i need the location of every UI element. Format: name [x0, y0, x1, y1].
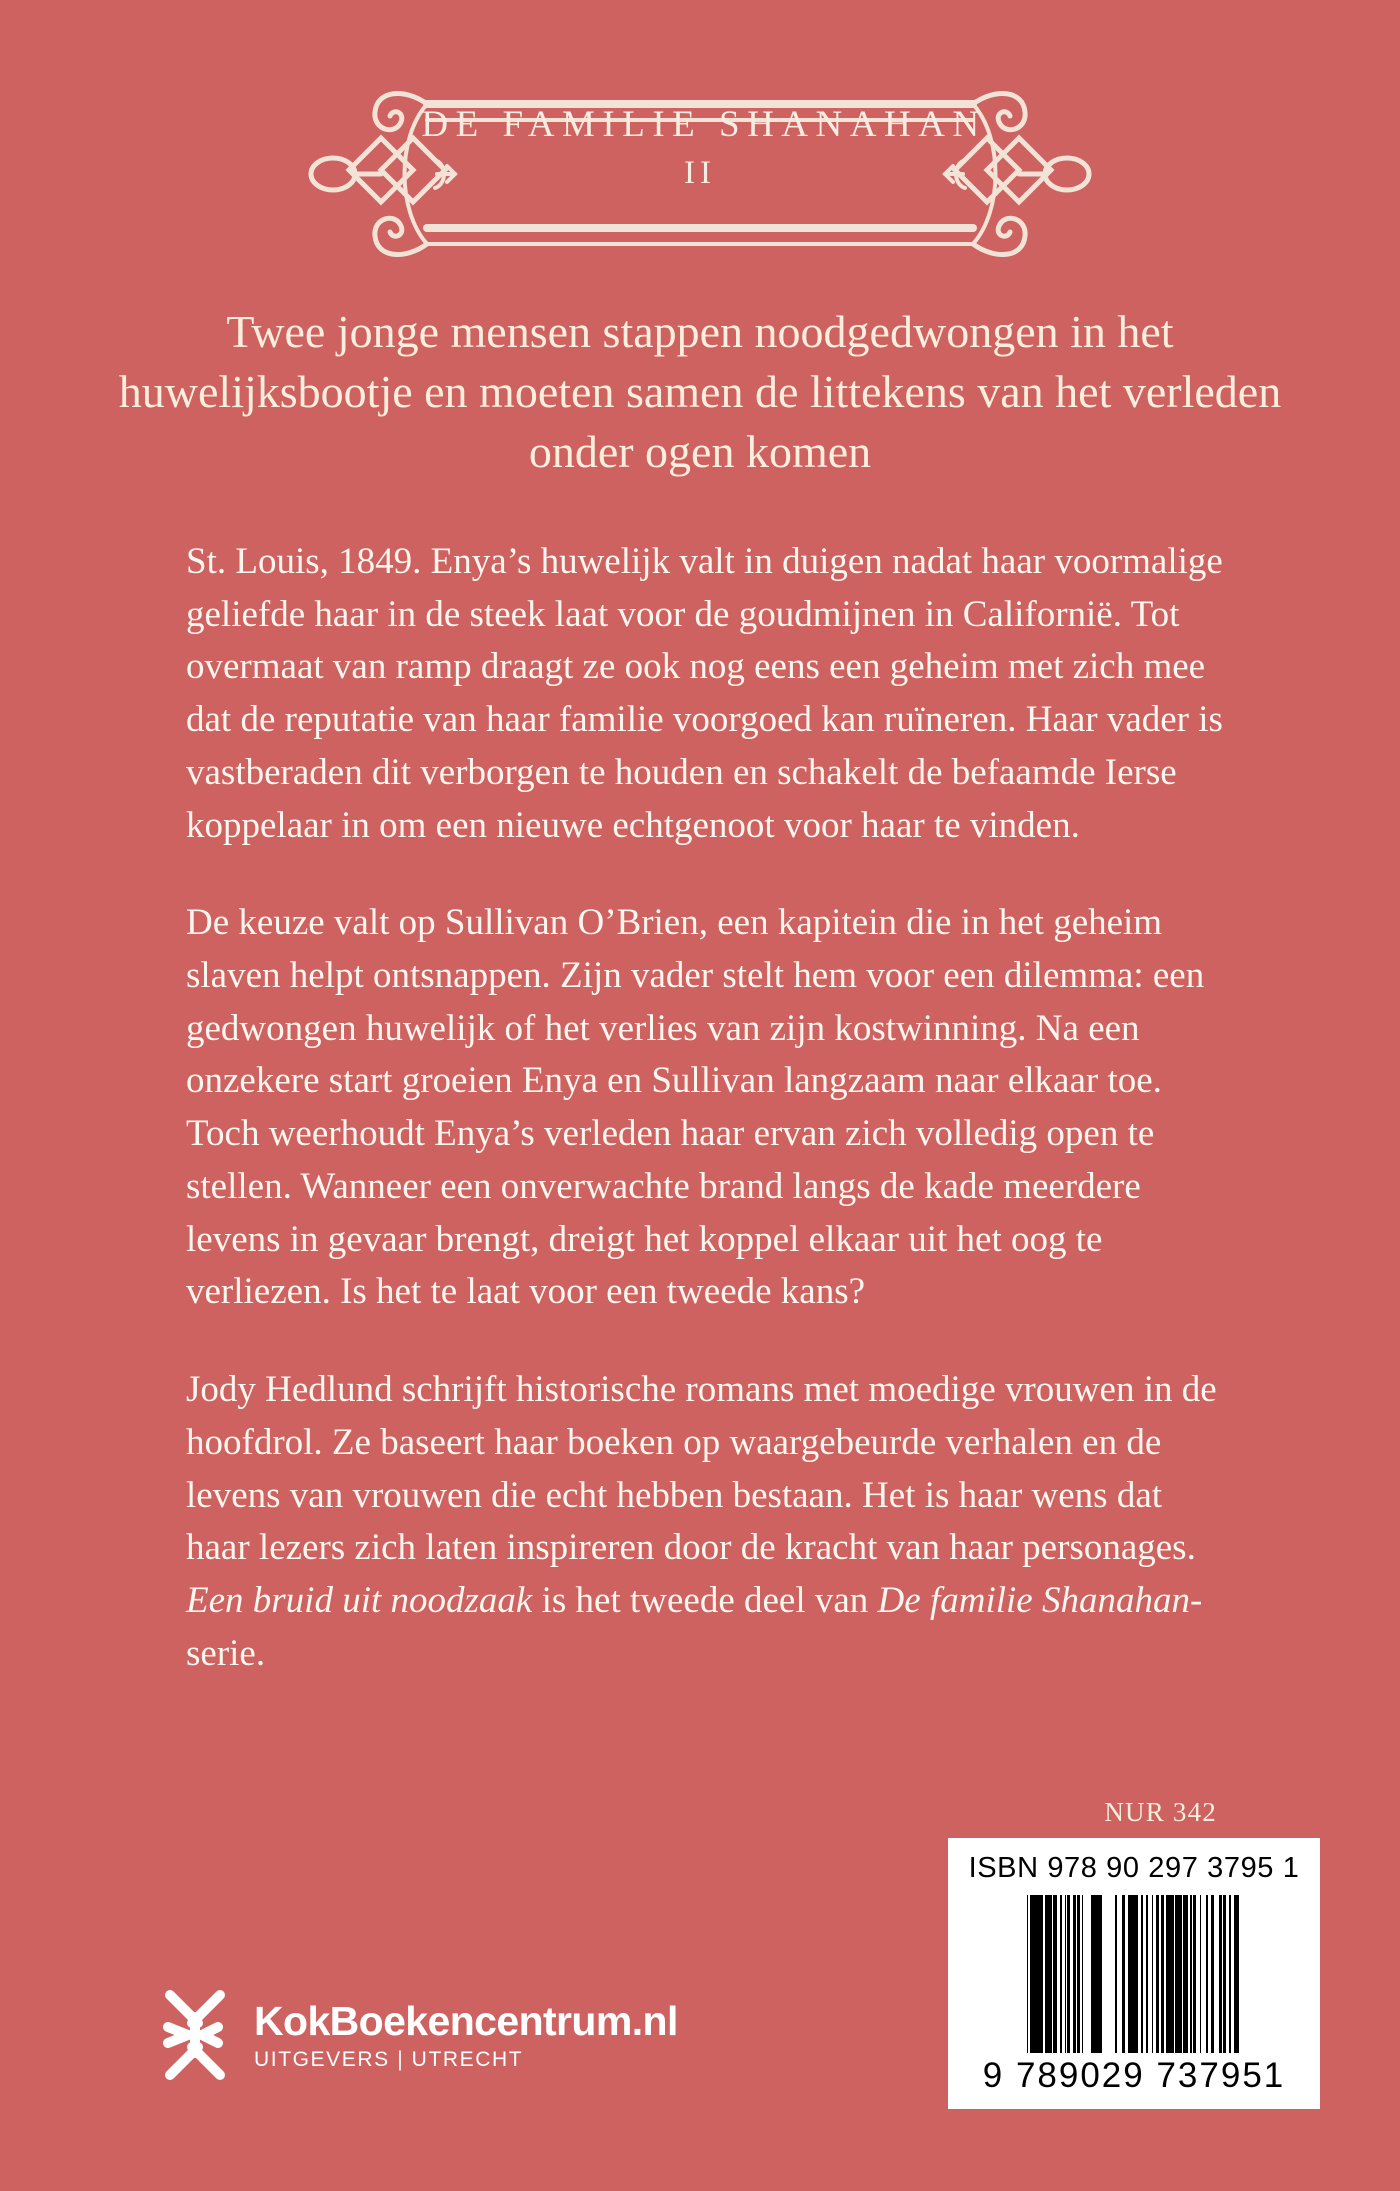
kokboekencentrum-mark-icon [158, 1987, 232, 2083]
publisher-wordmark [254, 1997, 678, 2071]
blurb-paragraph-3 [186, 1364, 1226, 1680]
series-number: II [684, 155, 716, 192]
barcode-block [948, 1838, 1320, 2109]
blurb-paragraph-3-text-1: Jody Hedlund schrijft historische romans met moedige vrouwen in de hoofdrol. Ze baseert haar boeken op waargebeurde verhalen en de levens van vrouwen die echt hebben bestaan. Het is haar wens dat haar lezers zich laten inspireren door de kracht van haar personages. [186, 1369, 1217, 1569]
blurb-paragraph-2: De keuze valt op Sullivan O’Brien, een kapitein die in het geheim slaven helpt ontsnappen. Zijn vader stelt hem voor een dilemma: een gedwongen huwelijk of het verlies van zijn kostwinning. Na een onzekere start groeien Enya en Sullivan langzaam naar elkaar toe. Toch weerhoudt Enya’s verleden haar ervan zich volledig open te stellen. Wanneer een onverwachte brand langs de kade meerdere levens in gevaar brengt, dreigt het koppel elkaar uit het oog te verliezen. Is het te laat voor een tweede kans? [186, 902, 1205, 1313]
series-title: DE FAMILIE SHANAHAN [421, 104, 987, 145]
series-title-italic-2: De familie Shanahan [877, 1579, 1190, 1621]
publisher-logo [158, 1987, 678, 2083]
blurb-text-block [186, 536, 1226, 1680]
book-title-italic-1: Een bruid uit noodzaak [186, 1579, 533, 1621]
blurb-paragraph-3-text-3: -serie. [186, 1579, 1203, 1674]
blurb-paragraph-1: St. Louis, 1849. Enya’s huwelijk valt in duigen nadat haar voormalige geliefde haar in de steek laat voor de goudmijnen in Californië. Tot overmaat van ramp draagt ze ook nog eens een geheim met zich mee dat de reputatie van haar familie voorgoed kan ruïneren. Haar vader is vastberaden dit verborgen te houden en schakelt de befaamde Ierse koppelaar in om een nieuwe echtgenoot voor haar te vinden. [186, 541, 1223, 846]
barcode-bars [1027, 1895, 1241, 2053]
nur-code: NUR 342 [1104, 1797, 1217, 1827]
series-ornament-frame [285, 78, 1115, 268]
isbn-label: ISBN 978 90 297 3795 1 [968, 1852, 1300, 1884]
blurb-paragraph-3-text-2: is het tweede deel van [532, 1579, 878, 1621]
publisher-name: KokBoekencentrum.nl [254, 1997, 678, 2044]
tagline: Twee jonge mensen stappen noodgedwongen in het huwelijksbootje en moeten samen de littekens van het verleden onder ogen komen [118, 306, 1282, 477]
celtic-knot-ornament-icon [285, 78, 1115, 268]
ean-digits: 9 789029 737951 [982, 2056, 1286, 2095]
publisher-subtitle: UITGEVERS | UTRECHT [254, 2047, 524, 2071]
